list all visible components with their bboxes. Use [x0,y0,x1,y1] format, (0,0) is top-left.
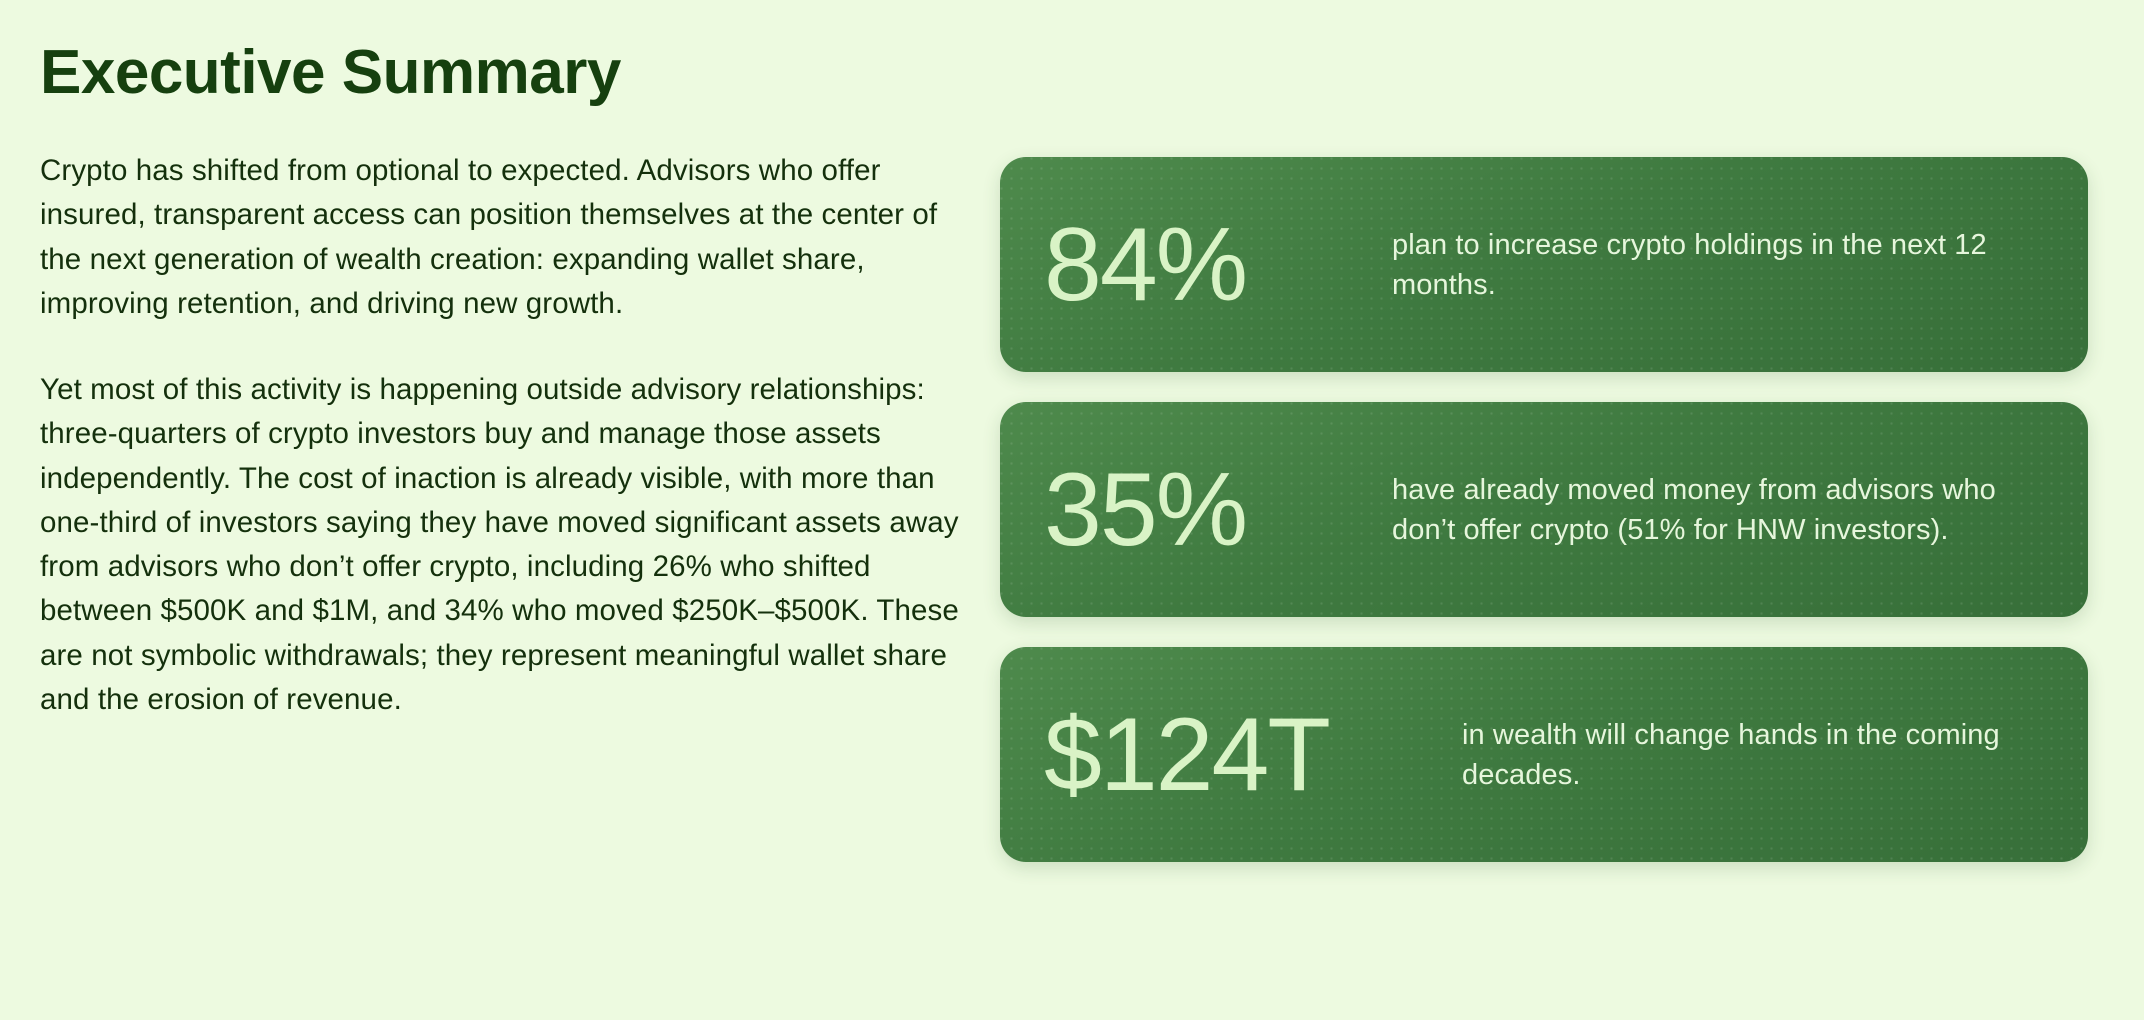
stat-description: plan to increase crypto holdings in the next 12 months. [1392,228,1987,301]
content-area [40,149,2088,862]
stat-value: 84% [1044,206,1247,323]
stat-card [1000,402,2088,617]
stat-description: in wealth will change hands in the coming decades. [1462,718,2000,791]
stat-description: have already moved money from advisors who don’t offer crypto (51% for HNW investors). [1392,473,1996,546]
stat-card [1000,647,2088,862]
summary-paragraph-2: Yet most of this activity is happening outside advisory relationships: three-quarters of crypto investors buy and manage those assets independently. The cost of inaction is already visible, with more than one-third of investors saying they have moved significant assets away from advisors who don’t offer crypto, including 26% who shifted between $500K and $1M, and 34% who moved $250K–$500K. These are not symbolic withdrawals; they represent meaningful wallet share and the erosion of revenue. [40,373,959,716]
summary-paragraph-1: Crypto has shifted from optional to expected. Advisors who offer insured, transparent access can position themselves at the center of the next generation of wealth creation: expanding wallet share, improving retention, and driving new growth. [40,154,938,320]
stat-value: 35% [1044,451,1247,568]
stat-cards-column [1000,149,2088,862]
page-title: Executive Summary [40,38,621,107]
stat-card [1000,157,2088,372]
summary-text-column [40,149,1000,722]
stat-value: $124T [1044,696,1329,813]
